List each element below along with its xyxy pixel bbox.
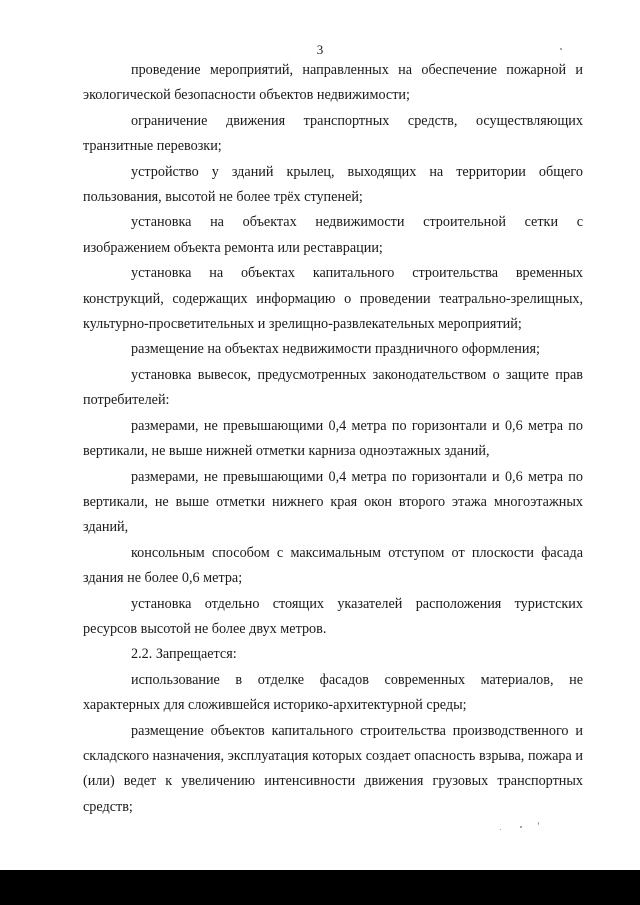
paragraph: консольным способом с максимальным отступом от плоскости фасада здания не более 0,6 метра; [83,544,583,587]
paragraph: размерами, не превышающими 0,4 метра по горизонтали и 0,6 метра по вертикали, не выше отметки нижнего края окон второго этажа многоэтажных зданий, [83,468,583,536]
paragraph: проведение мероприятий, направленных на обеспечение пожарной и экологической безопасности объектов недвижимости; [83,62,583,104]
paragraph: установка на объектах недвижимости строительной сетки с изображением объекта ремонта или реставрации; [83,214,583,256]
scan-speck [560,48,562,50]
scan-speck [520,826,522,828]
paragraph: размерами, не превышающими 0,4 метра по горизонтали и 0,6 метра по вертикали, не выше нижней отметки карниза одноэтажных зданий, [83,417,583,460]
scan-edge-bar [0,870,640,905]
scan-speck [538,822,539,825]
scan-speck [500,829,501,830]
paragraph: установка вывесок, предусмотренных законодательством о защите прав потребителей: [83,366,583,409]
paragraph: размещение на объектах недвижимости праздничного оформления; [131,341,540,358]
section-heading: 2.2. Запрещается: [131,646,237,663]
page-number: 3 [316,42,324,57]
document-body [83,58,583,820]
paragraph: установка на объектах капитального строительства временных конструкций, содержащих информацию о проведении театрально-зрелищных, культурно-просветительных и зрелищно-развлекательных мероприятий; [83,265,583,333]
paragraph: установка отдельно стоящих указателей расположения туристских ресурсов высотой не более двух метров. [83,595,583,637]
paragraph: использование в отделке фасадов современных материалов, не характерных для сложившейся историко-архитектурной среды; [83,671,583,714]
paragraph: устройство у зданий крылец, выходящих на территории общего пользования, высотой не более трёх ступеней; [83,163,583,206]
paragraph: размещение объектов капитального строительства производственного и складского назначения, эксплуатация которых создает опасность взрыва, пожара и (или) ведет к увеличению интенсивности движения грузовых транспортных средств; [83,722,583,815]
paragraph: ограничение движения транспортных средств, осуществляющих транзитные перевозки; [83,112,583,155]
